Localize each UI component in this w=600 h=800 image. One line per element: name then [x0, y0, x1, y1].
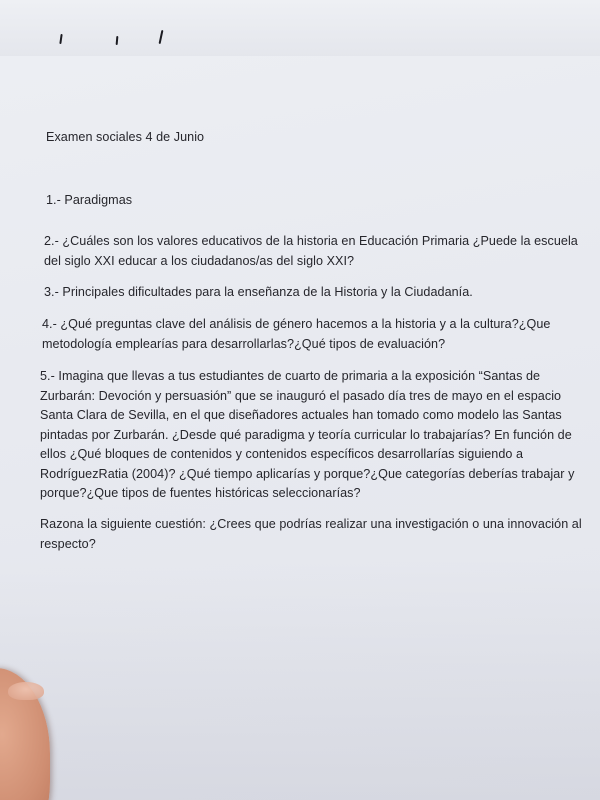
question-line: 2.- ¿Cuáles son los valores educativos de la historia en Educación Primaria ¿Puede la escuela [44, 234, 578, 248]
background-sheet [0, 0, 600, 58]
question-line: metodología emplearías para desarrollarlas?¿Qué tipos de evaluación? [42, 336, 446, 351]
question-line: porque?¿Que tipos de fuentes históricas seleccionarías? [40, 486, 361, 500]
question-2 [44, 232, 578, 271]
question-5 [40, 367, 574, 504]
question-line: RodríguezRatia (2004)? ¿Qué tiempo aplicarías y porque?¿Que categorías deberías trabajar y [40, 466, 575, 481]
thumbnail-nail [8, 682, 44, 700]
question-line: 3.- Principales dificultades para la enseñanza de la Historia y la Ciudadanía. [44, 285, 473, 299]
question-line: 4.- ¿Qué preguntas clave del análisis de género hacemos a la historia y a la cultura?¿Que [42, 317, 551, 331]
question-line: Razona la siguiente cuestión: ¿Crees que podrías realizar una investigación o una innovación al [40, 517, 582, 531]
question-line: Santa Clara de Sevilla, en el que diseñadores actuales han tomado como modelo las Santas [40, 408, 562, 422]
closing-question [40, 515, 582, 554]
page-shadow [0, 560, 600, 800]
question-line: respecto? [40, 536, 96, 551]
pen-mark [59, 34, 62, 44]
question-line: 1.- Paradigmas [46, 193, 133, 207]
pen-mark [159, 30, 164, 44]
question-1 [46, 191, 132, 211]
question-line: pintadas por Zurbarán. ¿Desde qué paradigma y teoría curricular lo trabajarías? En función de [40, 427, 572, 442]
question-line: Zurbarán: Devoción y persuasión” que se inauguró el pasado día tres de mayo en el espacio [40, 388, 562, 403]
question-line: ellos ¿Qué bloques de contenidos y contenidos específicos desarrollarías siguiendo a [40, 447, 524, 461]
question-line: del siglo XXI educar a los ciudadanos/as del siglo XXI? [44, 253, 355, 268]
question-line: 5.- Imagina que llevas a tus estudiantes de cuarto de primaria a la exposición “Santas de [40, 369, 541, 383]
exam-title: Examen sociales 4 de Junio [46, 130, 205, 144]
question-3 [44, 283, 473, 303]
pen-mark [116, 36, 119, 45]
question-4 [42, 315, 550, 354]
